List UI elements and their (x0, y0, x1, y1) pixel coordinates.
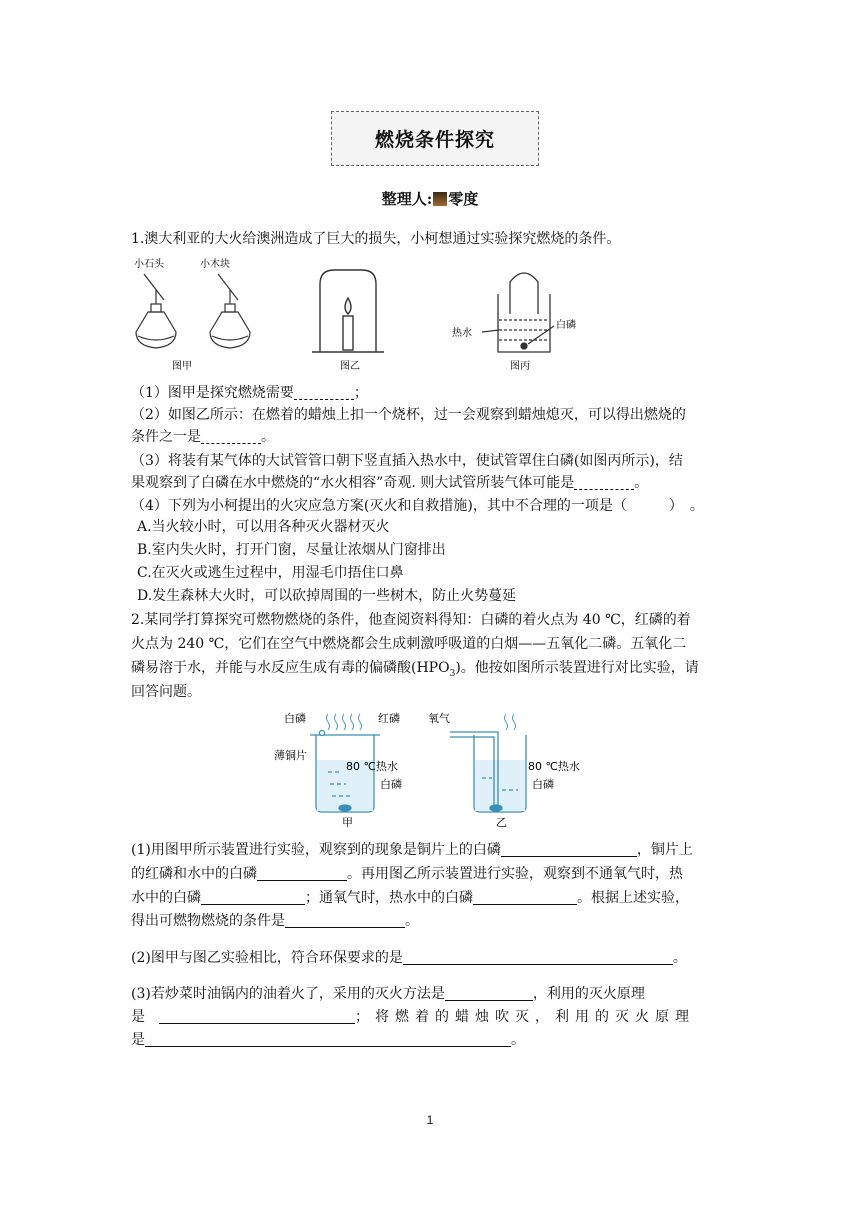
q1-option-c: C.在灭火或逃生过程中，用湿毛巾捂住口鼻 (137, 565, 404, 581)
jia-label-stone: 小石头 (134, 259, 164, 270)
q2-stem-line1: 2.某同学打算探究可燃物燃烧的条件，他查阅资料得知：白磷的着火点为 40 ℃，红磷的着 (131, 612, 691, 628)
answer-blank[interactable] (403, 949, 673, 965)
author-avatar (433, 192, 447, 206)
q1-part2-line1: （2）如图乙所示：在燃着的蜡烛上扣一个烧杯，过一会观察到蜡烛熄灭，可以得出燃烧的 (131, 407, 686, 423)
answer-blank[interactable] (145, 1031, 511, 1047)
jia-caption: 图甲 (172, 361, 192, 372)
figure-yi-beaker (450, 714, 526, 812)
q1-part1: （1）图甲是探究燃烧需要 ； (131, 385, 368, 401)
yi-white-p: 白磷 (532, 778, 554, 791)
q2-s3-line1: (3)若炒菜时油锅内的油着火了，采用的灭火方法是 ，利用的灭火原理 (131, 986, 645, 1002)
bing-label-water: 热水 (452, 328, 472, 339)
q2-figure (270, 708, 600, 828)
figure-yi-candle (312, 270, 384, 352)
q1-part2-line2: 条件之一是 。 (131, 429, 275, 445)
jia-white-p-bottom: 白磷 (380, 778, 402, 791)
q2-s1-line2: 的红磷和水中的白磷 。再用图乙所示装置进行实验，观察到不通氧气时，热 (131, 866, 683, 882)
q2-stem-line4: 回答问题。 (131, 684, 201, 700)
q2-s1-line1: (1)用图甲所示装置进行实验，观察到的现象是铜片上的白磷 ，铜片上 (131, 842, 693, 858)
jia-water: 80 ℃热水 (346, 760, 398, 773)
author-name: 零度 (448, 190, 479, 208)
answer-blank[interactable] (445, 985, 533, 1001)
answer-blank[interactable] (285, 912, 405, 928)
q1-figure (130, 254, 610, 374)
answer-blank[interactable] (159, 1008, 355, 1024)
jia-caption-2: 甲 (342, 816, 353, 828)
q2-s2: (2)图甲与图乙实验相比，符合环保要求的是 。 (131, 950, 687, 966)
page-title: 燃烧条件探究 (331, 111, 539, 166)
figure-bing-beaker (482, 273, 554, 352)
q1-part3-line1: （3）将装有某气体的大试管管口朝下竖直插入热水中，使试管罩住白磷(如图丙所示)，结 (131, 453, 683, 469)
q2-stem-line2: 火点为 240 ℃，它们在空气中燃烧都会生成刺激呼吸道的白烟——五氧化二磷。五氧化二 (131, 636, 687, 652)
q1-option-b: B.室内失火时，打开门窗，尽量让浓烟从门窗排出 (137, 542, 446, 558)
author-prefix: 整理人: (381, 190, 433, 208)
answer-blank[interactable] (294, 384, 354, 400)
yi-caption: 图乙 (340, 361, 360, 372)
q1-part3-line2: 果观察到了白磷在水中燃烧的“水火相容”奇观. 则大试管所装气体可能是 。 (131, 475, 649, 491)
q2-s3-line3: 是 。 (131, 1032, 525, 1048)
answer-blank[interactable] (201, 889, 305, 905)
q2-stem-line3: 磷易溶于水，并能与水反应生成有毒的偏磷酸$(HPO_3)$。他按如图所示装置进行对比实验，请 (131, 660, 699, 679)
figure-jia-alcohol-lamps (136, 274, 250, 348)
answer-blank[interactable] (574, 474, 634, 490)
q1-stem: 1.澳大利亚的大火给澳洲造成了巨大的损失，小柯想通过实验探究燃烧的条件。 (131, 231, 621, 247)
yi-water: 80 ℃热水 (528, 760, 580, 773)
q1-option-a: A.当火较小时，可以用各种灭火器材灭火 (137, 519, 390, 535)
answer-blank[interactable] (257, 865, 347, 881)
q2-s1-line3: 水中的白磷 ；通氧气时，热水中的白磷 。根据上述实验， (131, 890, 689, 906)
yi-caption-2: 乙 (496, 816, 507, 828)
bing-label-p: 白磷 (556, 320, 576, 331)
bing-caption: 图丙 (510, 361, 530, 372)
jia-white-p-top: 白磷 (284, 712, 306, 725)
yi-oxygen: 氧气 (428, 712, 450, 725)
jia-label-wood: 小木块 (200, 259, 230, 270)
q1-part4: （4）下列为小柯提出的火灾应急方案(灭火和自救措施)，其中不合理的一项是（ ） 。 (131, 498, 704, 514)
page-number: 1 (426, 1113, 434, 1127)
answer-blank[interactable] (473, 889, 577, 905)
jia-copper: 薄铜片 (274, 749, 307, 762)
answer-blank[interactable] (201, 428, 261, 444)
q2-s3-line2: 是 ；将燃着的蜡烛吹灭，利用的灭火原理 (131, 1009, 695, 1025)
author-line (0, 188, 860, 209)
jia-red-p: 红磷 (378, 712, 400, 725)
q1-option-d: D.发生森林大火时，可以砍掉周围的一些树木，防止火势蔓延 (137, 588, 517, 604)
answer-blank[interactable] (501, 841, 637, 857)
q2-s1-line4: 得出可燃物燃烧的条件是 。 (131, 913, 419, 929)
